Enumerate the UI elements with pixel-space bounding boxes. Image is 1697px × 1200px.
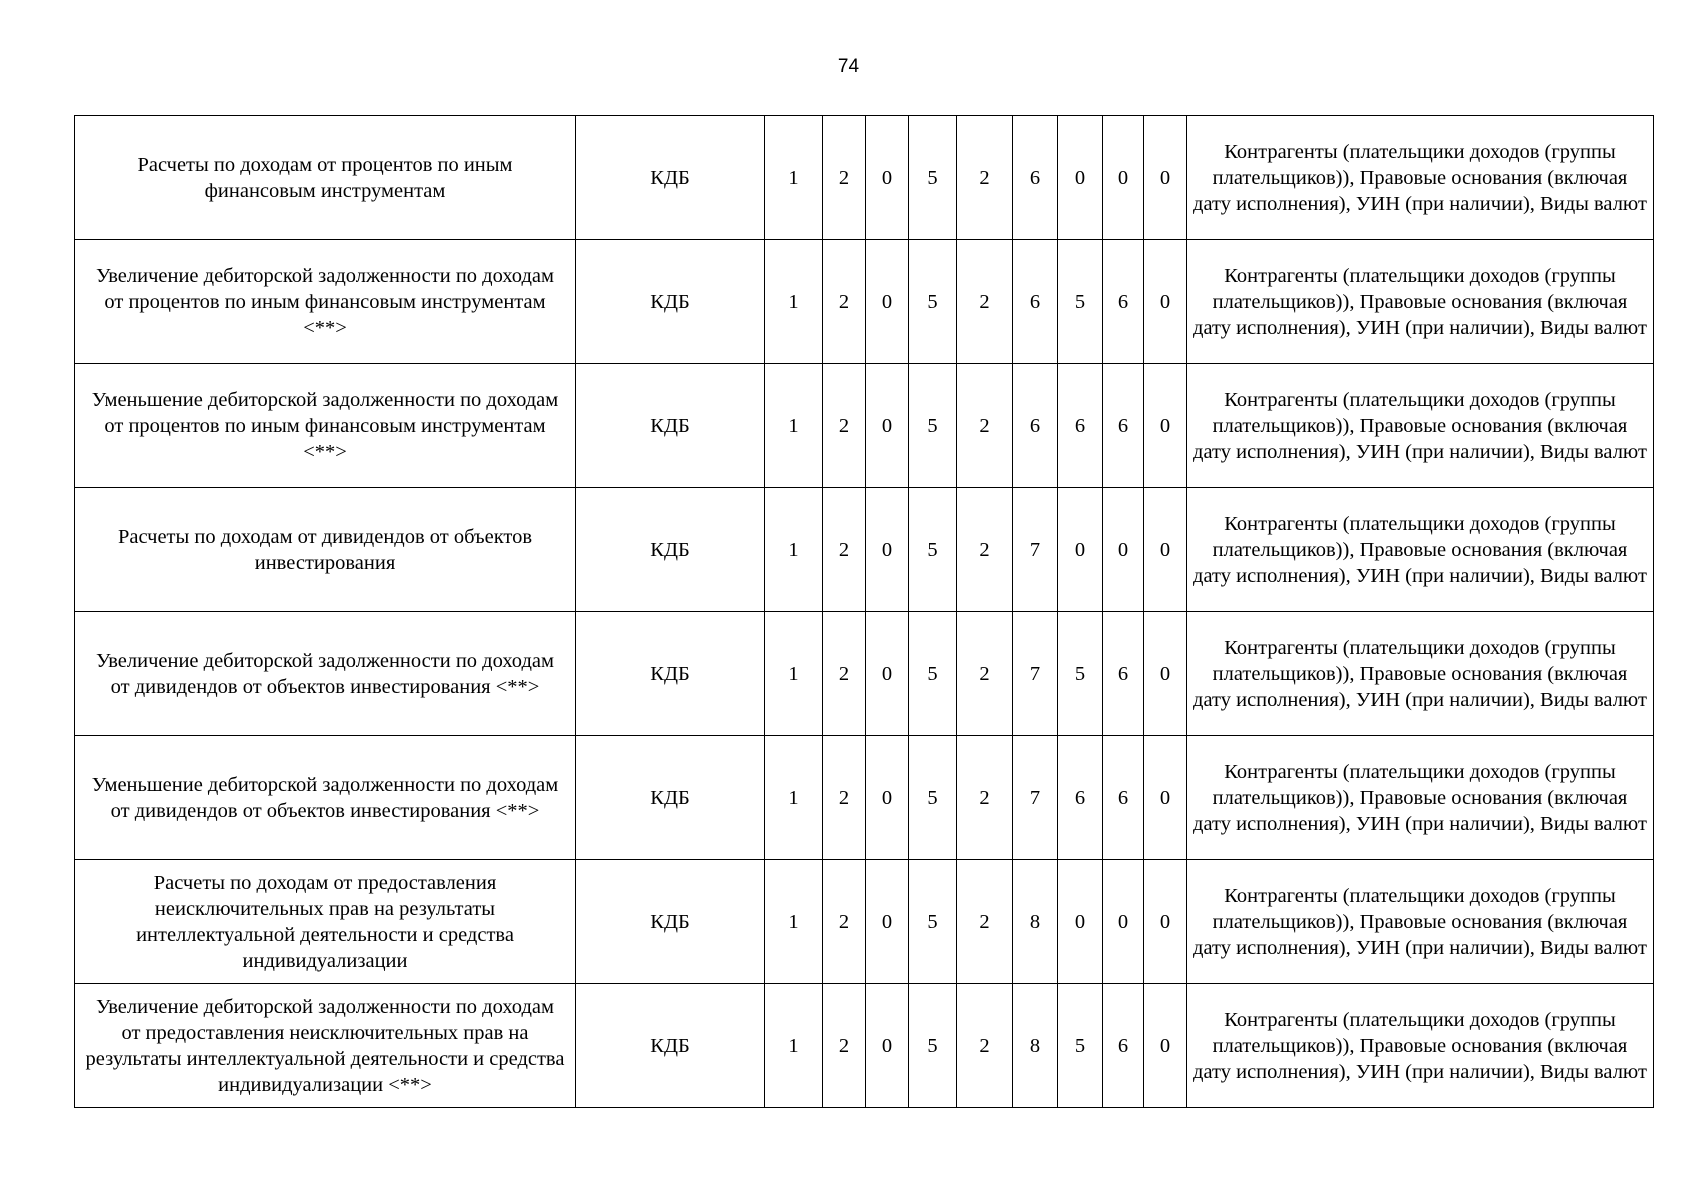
account-digit-cell: 2 [823, 860, 866, 984]
account-digit-cell: 0 [1144, 364, 1187, 488]
account-digit-cell: 1 [765, 736, 823, 860]
code-type-cell: КДБ [576, 736, 765, 860]
account-digit-cell: 2 [957, 116, 1013, 240]
account-name-cell: Уменьшение дебиторской задолженности по доходам от процентов по иным финансовым инструментам <**> [75, 364, 576, 488]
code-type-cell: КДБ [576, 116, 765, 240]
analytics-cell: Контрагенты (плательщики доходов (группы плательщиков)), Правовые основания (включая дату исполнения), УИН (при наличии), Виды валют [1187, 612, 1654, 736]
analytics-cell: Контрагенты (плательщики доходов (группы плательщиков)), Правовые основания (включая дату исполнения), УИН (при наличии), Виды валют [1187, 736, 1654, 860]
code-type-cell: КДБ [576, 984, 765, 1108]
account-digit-cell: 0 [1144, 860, 1187, 984]
account-digit-cell: 0 [1103, 860, 1144, 984]
account-digit-cell: 1 [765, 612, 823, 736]
account-digit-cell: 2 [957, 364, 1013, 488]
account-digit-cell: 0 [866, 488, 909, 612]
account-digit-cell: 6 [1013, 364, 1058, 488]
account-digit-cell: 5 [1058, 984, 1103, 1108]
account-digit-cell: 6 [1103, 736, 1144, 860]
table-row [75, 860, 1654, 984]
account-digit-cell: 5 [909, 984, 957, 1108]
account-digit-cell: 0 [866, 860, 909, 984]
account-digit-cell: 2 [957, 984, 1013, 1108]
account-digit-cell: 0 [1144, 240, 1187, 364]
account-digit-cell: 6 [1103, 984, 1144, 1108]
account-digit-cell: 6 [1103, 364, 1144, 488]
table-row [75, 984, 1654, 1108]
account-digit-cell: 1 [765, 116, 823, 240]
code-type-cell: КДБ [576, 240, 765, 364]
account-digit-cell: 0 [1144, 612, 1187, 736]
account-digit-cell: 0 [1103, 488, 1144, 612]
account-digit-cell: 0 [1058, 488, 1103, 612]
analytics-cell: Контрагенты (плательщики доходов (группы плательщиков)), Правовые основания (включая дату исполнения), УИН (при наличии), Виды валют [1187, 984, 1654, 1108]
account-digit-cell: 0 [866, 364, 909, 488]
table-body [75, 116, 1654, 1108]
account-digit-cell: 2 [823, 488, 866, 612]
account-digit-cell: 7 [1013, 736, 1058, 860]
account-digit-cell: 0 [1144, 116, 1187, 240]
account-digit-cell: 0 [1058, 116, 1103, 240]
account-name-cell: Расчеты по доходам от предоставления неисключительных прав на результаты интеллектуальной деятельности и средства индивидуализации [75, 860, 576, 984]
account-digit-cell: 5 [909, 116, 957, 240]
account-digit-cell: 6 [1058, 364, 1103, 488]
account-digit-cell: 8 [1013, 860, 1058, 984]
account-digit-cell: 0 [1144, 736, 1187, 860]
account-digit-cell: 5 [909, 612, 957, 736]
account-digit-cell: 7 [1013, 612, 1058, 736]
page-number: 74 [837, 56, 860, 77]
account-digit-cell: 2 [823, 984, 866, 1108]
account-digit-cell: 5 [909, 860, 957, 984]
account-digit-cell: 1 [765, 860, 823, 984]
account-digit-cell: 0 [1058, 860, 1103, 984]
account-digit-cell: 2 [957, 612, 1013, 736]
account-digit-cell: 2 [823, 240, 866, 364]
account-digit-cell: 0 [1103, 116, 1144, 240]
code-type-cell: КДБ [576, 612, 765, 736]
accounts-table [74, 115, 1654, 1108]
account-digit-cell: 0 [866, 116, 909, 240]
account-digit-cell: 2 [957, 736, 1013, 860]
account-digit-cell: 6 [1103, 240, 1144, 364]
account-digit-cell: 1 [765, 240, 823, 364]
table-row [75, 612, 1654, 736]
account-digit-cell: 6 [1103, 612, 1144, 736]
account-digit-cell: 7 [1013, 488, 1058, 612]
account-name-cell: Увеличение дебиторской задолженности по доходам от предоставления неисключительных прав на результаты интеллектуальной деятельности и средства индивидуализации <**> [75, 984, 576, 1108]
table-row [75, 488, 1654, 612]
table-row [75, 240, 1654, 364]
account-digit-cell: 5 [1058, 612, 1103, 736]
account-name-cell: Увеличение дебиторской задолженности по доходам от дивидендов от объектов инвестирования <**> [75, 612, 576, 736]
account-digit-cell: 0 [1144, 984, 1187, 1108]
account-digit-cell: 5 [909, 488, 957, 612]
analytics-cell: Контрагенты (плательщики доходов (группы плательщиков)), Правовые основания (включая дату исполнения), УИН (при наличии), Виды валют [1187, 240, 1654, 364]
account-digit-cell: 0 [1144, 488, 1187, 612]
account-name-cell: Уменьшение дебиторской задолженности по доходам от дивидендов от объектов инвестирования <**> [75, 736, 576, 860]
account-digit-cell: 6 [1058, 736, 1103, 860]
account-digit-cell: 0 [866, 612, 909, 736]
account-digit-cell: 2 [823, 736, 866, 860]
account-digit-cell: 2 [957, 240, 1013, 364]
code-type-cell: КДБ [576, 860, 765, 984]
account-digit-cell: 6 [1013, 240, 1058, 364]
account-digit-cell: 5 [909, 736, 957, 860]
table-row [75, 364, 1654, 488]
account-digit-cell: 1 [765, 364, 823, 488]
code-type-cell: КДБ [576, 364, 765, 488]
account-name-cell: Увеличение дебиторской задолженности по доходам от процентов по иным финансовым инструментам <**> [75, 240, 576, 364]
code-type-cell: КДБ [576, 488, 765, 612]
account-digit-cell: 2 [823, 612, 866, 736]
account-digit-cell: 5 [909, 364, 957, 488]
account-digit-cell: 5 [1058, 240, 1103, 364]
table-row [75, 736, 1654, 860]
account-digit-cell: 2 [823, 364, 866, 488]
analytics-cell: Контрагенты (плательщики доходов (группы плательщиков)), Правовые основания (включая дату исполнения), УИН (при наличии), Виды валют [1187, 860, 1654, 984]
account-digit-cell: 1 [765, 488, 823, 612]
account-digit-cell: 1 [765, 984, 823, 1108]
account-digit-cell: 5 [909, 240, 957, 364]
account-digit-cell: 0 [866, 240, 909, 364]
account-digit-cell: 2 [823, 116, 866, 240]
account-digit-cell: 6 [1013, 116, 1058, 240]
account-digit-cell: 0 [866, 736, 909, 860]
account-name-cell: Расчеты по доходам от процентов по иным финансовым инструментам [75, 116, 576, 240]
account-digit-cell: 0 [866, 984, 909, 1108]
analytics-cell: Контрагенты (плательщики доходов (группы плательщиков)), Правовые основания (включая дату исполнения), УИН (при наличии), Виды валют [1187, 488, 1654, 612]
table-row [75, 116, 1654, 240]
account-digit-cell: 2 [957, 488, 1013, 612]
analytics-cell: Контрагенты (плательщики доходов (группы плательщиков)), Правовые основания (включая дату исполнения), УИН (при наличии), Виды валют [1187, 364, 1654, 488]
account-digit-cell: 8 [1013, 984, 1058, 1108]
account-digit-cell: 2 [957, 860, 1013, 984]
analytics-cell: Контрагенты (плательщики доходов (группы плательщиков)), Правовые основания (включая дату исполнения), УИН (при наличии), Виды валют [1187, 116, 1654, 240]
account-name-cell: Расчеты по доходам от дивидендов от объектов инвестирования [75, 488, 576, 612]
